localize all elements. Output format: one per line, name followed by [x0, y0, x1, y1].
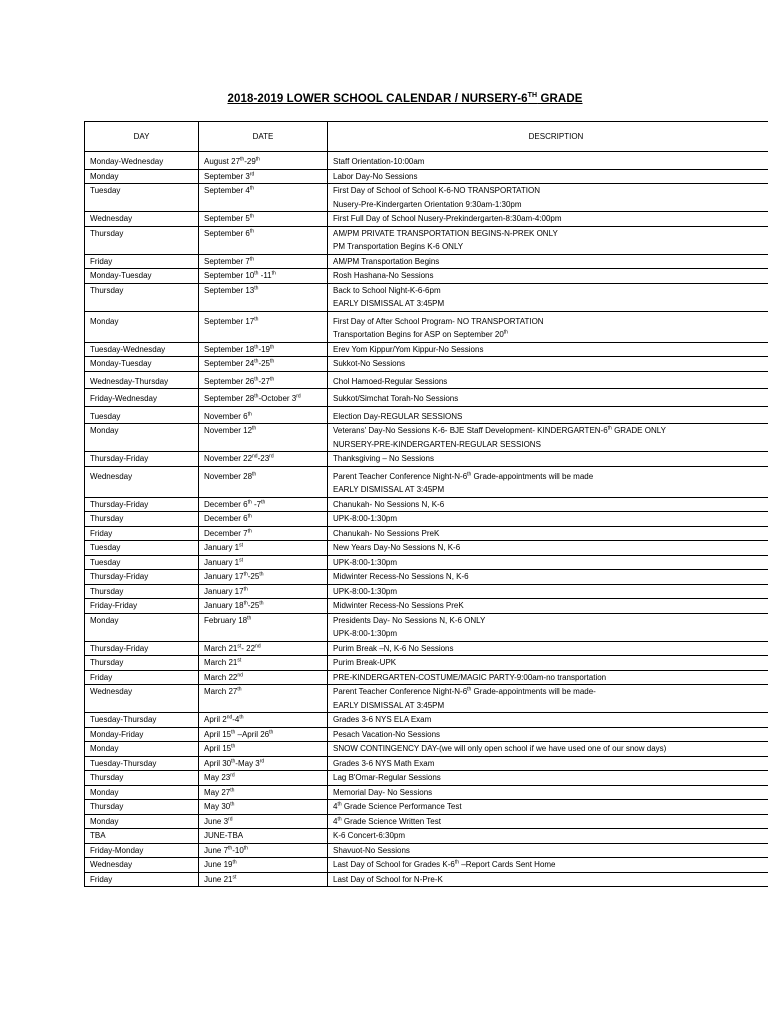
- cell-day: Monday: [85, 785, 199, 800]
- cell-day: Thursday: [85, 512, 199, 527]
- cell-description: [328, 184, 768, 212]
- table-row: [85, 685, 768, 713]
- description-line: First Full Day of School Nusery-Prekindergarten-8:30am-4:00pm: [333, 214, 562, 223]
- description-line: UPK-8:00-1:30pm: [333, 586, 398, 596]
- cell-date: January 18th-25th: [199, 599, 328, 614]
- header-description: DESCRIPTION: [328, 122, 768, 152]
- description-line: Transportation Begins for ASP on September 20th: [333, 329, 508, 339]
- cell-description: [328, 311, 768, 342]
- cell-day: Monday-Wednesday: [85, 152, 199, 170]
- cell-date: August 27th-29th: [199, 152, 328, 170]
- cell-description: [328, 641, 768, 656]
- cell-description: [328, 656, 768, 671]
- table-row: [85, 269, 768, 284]
- header-day: DAY: [85, 122, 199, 152]
- cell-description: [328, 800, 768, 815]
- description-line: Veterans' Day-No Sessions K-6- BJE Staff Development- KINDERGARTEN-6th GRADE ONLY: [333, 425, 666, 435]
- table-row: [85, 800, 768, 815]
- table-row: [85, 254, 768, 269]
- table-row: [85, 613, 768, 641]
- cell-date: May 23rd: [199, 771, 328, 786]
- cell-description: [328, 357, 768, 372]
- cell-day: TBA: [85, 829, 199, 844]
- calendar-table: [84, 121, 768, 887]
- cell-description: [328, 169, 768, 184]
- cell-description: [328, 756, 768, 771]
- cell-date: January 17th: [199, 584, 328, 599]
- cell-description: [328, 212, 768, 227]
- description-line: Thanksgiving – No Sessions: [333, 454, 434, 463]
- cell-date: September 28th-October 3rd: [199, 389, 328, 407]
- cell-day: Monday-Friday: [85, 727, 199, 742]
- table-row: [85, 212, 768, 227]
- cell-description: [328, 771, 768, 786]
- cell-date: September 26th-27th: [199, 371, 328, 389]
- description-line: EARLY DISMISSAL AT 3:45PM: [333, 299, 445, 308]
- table-row: [85, 424, 768, 452]
- cell-description: [328, 570, 768, 585]
- cell-day: Monday: [85, 742, 199, 757]
- description-line: Midwinter Recess-No Sessions N, K-6: [333, 572, 469, 581]
- table-row: [85, 184, 768, 212]
- cell-date: February 18th: [199, 613, 328, 641]
- cell-date: September 7th: [199, 254, 328, 269]
- cell-description: [328, 512, 768, 527]
- cell-date: May 27th: [199, 785, 328, 800]
- cell-description: [328, 342, 768, 357]
- cell-day: Tuesday-Wednesday: [85, 342, 199, 357]
- table-row: [85, 670, 768, 685]
- cell-date: September 13th: [199, 283, 328, 311]
- cell-date: January 1st: [199, 541, 328, 556]
- table-row: [85, 497, 768, 512]
- cell-day: Monday: [85, 814, 199, 829]
- cell-date: September 5th: [199, 212, 328, 227]
- cell-description: [328, 254, 768, 269]
- cell-description: [328, 497, 768, 512]
- table-row: [85, 641, 768, 656]
- cell-description: [328, 814, 768, 829]
- description-line: Chol Hamoed-Regular Sessions: [333, 376, 448, 386]
- table-row: [85, 152, 768, 170]
- table-row: [85, 599, 768, 614]
- cell-day: Thursday: [85, 226, 199, 254]
- cell-description: [328, 526, 768, 541]
- cell-date: June 21st: [199, 872, 328, 887]
- cell-day: Monday-Tuesday: [85, 357, 199, 372]
- table-row: [85, 389, 768, 407]
- cell-date: April 30th-May 3rd: [199, 756, 328, 771]
- description-line: New Years Day-No Sessions N, K-6: [333, 543, 461, 552]
- cell-date: November 28th: [199, 466, 328, 497]
- description-line: EARLY DISMISSAL AT 3:45PM: [333, 700, 445, 710]
- cell-date: September 18th-19th: [199, 342, 328, 357]
- cell-date: March 21st- 22nd: [199, 641, 328, 656]
- table-row: [85, 858, 768, 873]
- description-line: Sukkot-No Sessions: [333, 359, 406, 368]
- description-line: Chanukah- No Sessions N, K-6: [333, 499, 445, 509]
- cell-day: Thursday: [85, 656, 199, 671]
- table-row: [85, 843, 768, 858]
- cell-description: [328, 599, 768, 614]
- description-line: Memorial Day- No Sessions: [333, 787, 433, 797]
- cell-date: September 6th: [199, 226, 328, 254]
- description-line: AM/PM Transportation Begins: [333, 256, 440, 266]
- description-line: UPK-8:00-1:30pm: [333, 629, 398, 638]
- cell-description: [328, 742, 768, 757]
- table-row: [85, 785, 768, 800]
- table-row: [85, 771, 768, 786]
- cell-date: December 7th: [199, 526, 328, 541]
- cell-description: [328, 466, 768, 497]
- cell-date: April 15th: [199, 742, 328, 757]
- cell-day: Wednesday: [85, 466, 199, 497]
- cell-description: [328, 685, 768, 713]
- cell-day: Friday-Friday: [85, 599, 199, 614]
- description-line: Chanukah- No Sessions PreK: [333, 528, 440, 538]
- cell-day: Wednesday: [85, 212, 199, 227]
- cell-day: Tuesday-Thursday: [85, 713, 199, 728]
- description-line: Parent Teacher Conference Night-N-6th Grade-appointments will be made-: [333, 686, 596, 696]
- description-line: Parent Teacher Conference Night-N-6th Grade-appointments will be made: [333, 470, 594, 481]
- table-row: [85, 226, 768, 254]
- description-line: Presidents Day- No Sessions N, K-6 ONLY: [333, 615, 486, 625]
- table-row: [85, 756, 768, 771]
- cell-description: [328, 406, 768, 424]
- description-line: Sukkot/Simchat Torah-No Sessions: [333, 394, 459, 403]
- cell-description: [328, 283, 768, 311]
- cell-day: Thursday: [85, 771, 199, 786]
- cell-day: Thursday: [85, 800, 199, 815]
- cell-date: September 17th: [199, 311, 328, 342]
- cell-date: January 17th-25th: [199, 570, 328, 585]
- cell-date: September 4th: [199, 184, 328, 212]
- header-date: DATE: [199, 122, 328, 152]
- description-line: PM Transportation Begins K-6 ONLY: [333, 242, 464, 251]
- cell-day: Thursday-Friday: [85, 497, 199, 512]
- description-line: 4th Grade Science Written Test: [333, 815, 441, 826]
- description-line: Nusery-Pre-Kindergarten Orientation 9:30am-1:30pm: [333, 199, 522, 209]
- table-row: [85, 872, 768, 887]
- cell-day: Wednesday: [85, 858, 199, 873]
- header-row: [85, 122, 768, 152]
- cell-day: Monday: [85, 424, 199, 452]
- description-line: Last Day of School for Grades K-6th –Report Cards Sent Home: [333, 859, 556, 869]
- cell-day: Tuesday-Thursday: [85, 756, 199, 771]
- cell-day: Monday-Tuesday: [85, 269, 199, 284]
- table-row: [85, 541, 768, 556]
- cell-date: March 27th: [199, 685, 328, 713]
- description-line: Staff Orientation-10:00am: [333, 157, 425, 166]
- cell-date: September 10th -11th: [199, 269, 328, 284]
- cell-day: Tuesday: [85, 406, 199, 424]
- description-line: Labor Day-No Sessions: [333, 171, 418, 181]
- table-row: [85, 452, 768, 467]
- cell-date: June 3rd: [199, 814, 328, 829]
- cell-day: Thursday: [85, 584, 199, 599]
- description-line: Lag B'Omar-Regular Sessions: [333, 773, 441, 782]
- cell-description: [328, 152, 768, 170]
- cell-day: Monday: [85, 169, 199, 184]
- table-row: [85, 342, 768, 357]
- cell-day: Thursday-Friday: [85, 570, 199, 585]
- description-line: 4th Grade Science Performance Test: [333, 801, 462, 811]
- cell-description: [328, 371, 768, 389]
- cell-day: Tuesday: [85, 184, 199, 212]
- cell-day: Monday: [85, 311, 199, 342]
- cell-date: September 24th-25th: [199, 357, 328, 372]
- table-row: [85, 713, 768, 728]
- cell-description: [328, 555, 768, 570]
- cell-description: [328, 829, 768, 844]
- description-line: First Day of After School Program- NO TRANSPORTATION: [333, 316, 544, 326]
- cell-day: Friday: [85, 254, 199, 269]
- description-line: K-6 Concert-6:30pm: [333, 831, 406, 840]
- table-row: [85, 570, 768, 585]
- cell-day: Friday: [85, 670, 199, 685]
- cell-day: Friday: [85, 872, 199, 887]
- cell-description: [328, 727, 768, 742]
- cell-date: June 19th: [199, 858, 328, 873]
- cell-date: May 30th: [199, 800, 328, 815]
- cell-description: [328, 872, 768, 887]
- description-line: Erev Yom Kippur/Yom Kippur-No Sessions: [333, 344, 484, 354]
- table-row: [85, 584, 768, 599]
- table-row: [85, 406, 768, 424]
- cell-date: November 22nd-23rd: [199, 452, 328, 467]
- cell-description: [328, 843, 768, 858]
- cell-description: [328, 389, 768, 407]
- table-row: [85, 829, 768, 844]
- description-line: Purim Break –N, K-6 No Sessions: [333, 643, 454, 653]
- description-line: PRE-KINDERGARTEN-COSTUME/MAGIC PARTY-9:00am-no transportation: [333, 672, 607, 682]
- description-line: Purim Break-UPK: [333, 658, 397, 667]
- cell-day: Wednesday-Thursday: [85, 371, 199, 389]
- cell-description: [328, 584, 768, 599]
- cell-description: [328, 613, 768, 641]
- table-row: [85, 466, 768, 497]
- description-line: Midwinter Recess-No Sessions PreK: [333, 601, 464, 610]
- cell-date: December 6th -7th: [199, 497, 328, 512]
- cell-description: [328, 670, 768, 685]
- description-line: AM/PM PRIVATE TRANSPORTATION BEGINS-N-PREK ONLY: [333, 228, 558, 238]
- page-title: 2018-2019 LOWER SCHOOL CALENDAR / NURSERY-6TH GRADE: [227, 92, 583, 105]
- cell-date: April 2nd-4th: [199, 713, 328, 728]
- cell-date: January 1st: [199, 555, 328, 570]
- cell-description: [328, 424, 768, 452]
- table-row: [85, 555, 768, 570]
- cell-date: September 3rd: [199, 169, 328, 184]
- table-row: [85, 357, 768, 372]
- description-line: Grades 3-6 NYS ELA Exam: [333, 715, 432, 724]
- cell-description: [328, 541, 768, 556]
- cell-day: Wednesday: [85, 685, 199, 713]
- table-row: [85, 656, 768, 671]
- description-line: UPK-8:00-1:30pm: [333, 514, 398, 523]
- description-line: Pesach Vacation-No Sessions: [333, 729, 441, 739]
- description-line: Election Day-REGULAR SESSIONS: [333, 411, 463, 421]
- cell-date: June 7th-10th: [199, 843, 328, 858]
- table-row: [85, 371, 768, 389]
- description-line: Back to School Night-K-6-6pm: [333, 285, 441, 295]
- description-line: SNOW CONTINGENCY DAY-(we will only open school if we have used one of our snow days): [333, 744, 667, 753]
- table-row: [85, 311, 768, 342]
- cell-day: Friday: [85, 526, 199, 541]
- cell-date: JUNE-TBA: [199, 829, 328, 844]
- description-line: Rosh Hashana-No Sessions: [333, 271, 434, 280]
- cell-day: Thursday-Friday: [85, 641, 199, 656]
- description-line: Last Day of School for N-Pre-K: [333, 874, 443, 884]
- table-row: [85, 283, 768, 311]
- table-row: [85, 526, 768, 541]
- cell-date: November 6th: [199, 406, 328, 424]
- description-line: First Day of School of School K-6-NO TRANSPORTATION: [333, 186, 541, 195]
- description-line: Grades 3-6 NYS Math Exam: [333, 758, 435, 768]
- table-row: [85, 169, 768, 184]
- cell-day: Tuesday: [85, 541, 199, 556]
- cell-date: April 15th –April 26th: [199, 727, 328, 742]
- table-row: [85, 742, 768, 757]
- description-line: NURSERY-PRE-KINDERGARTEN-REGULAR SESSIONS: [333, 439, 541, 449]
- cell-description: [328, 713, 768, 728]
- cell-date: March 21st: [199, 656, 328, 671]
- cell-date: November 12th: [199, 424, 328, 452]
- table-row: [85, 814, 768, 829]
- cell-date: March 22nd: [199, 670, 328, 685]
- description-line: EARLY DISMISSAL AT 3:45PM: [333, 485, 445, 494]
- cell-description: [328, 785, 768, 800]
- table-row: [85, 727, 768, 742]
- cell-day: Thursday: [85, 283, 199, 311]
- cell-description: [328, 269, 768, 284]
- description-line: Shavuot-No Sessions: [333, 845, 410, 855]
- cell-description: [328, 226, 768, 254]
- description-line: UPK-8:00-1:30pm: [333, 557, 398, 567]
- calendar-body: [85, 152, 768, 887]
- table-row: [85, 512, 768, 527]
- cell-date: December 6th: [199, 512, 328, 527]
- cell-day: Friday-Monday: [85, 843, 199, 858]
- cell-description: [328, 452, 768, 467]
- cell-day: Monday: [85, 613, 199, 641]
- cell-day: Friday-Wednesday: [85, 389, 199, 407]
- cell-day: Thursday-Friday: [85, 452, 199, 467]
- cell-description: [328, 858, 768, 873]
- cell-day: Tuesday: [85, 555, 199, 570]
